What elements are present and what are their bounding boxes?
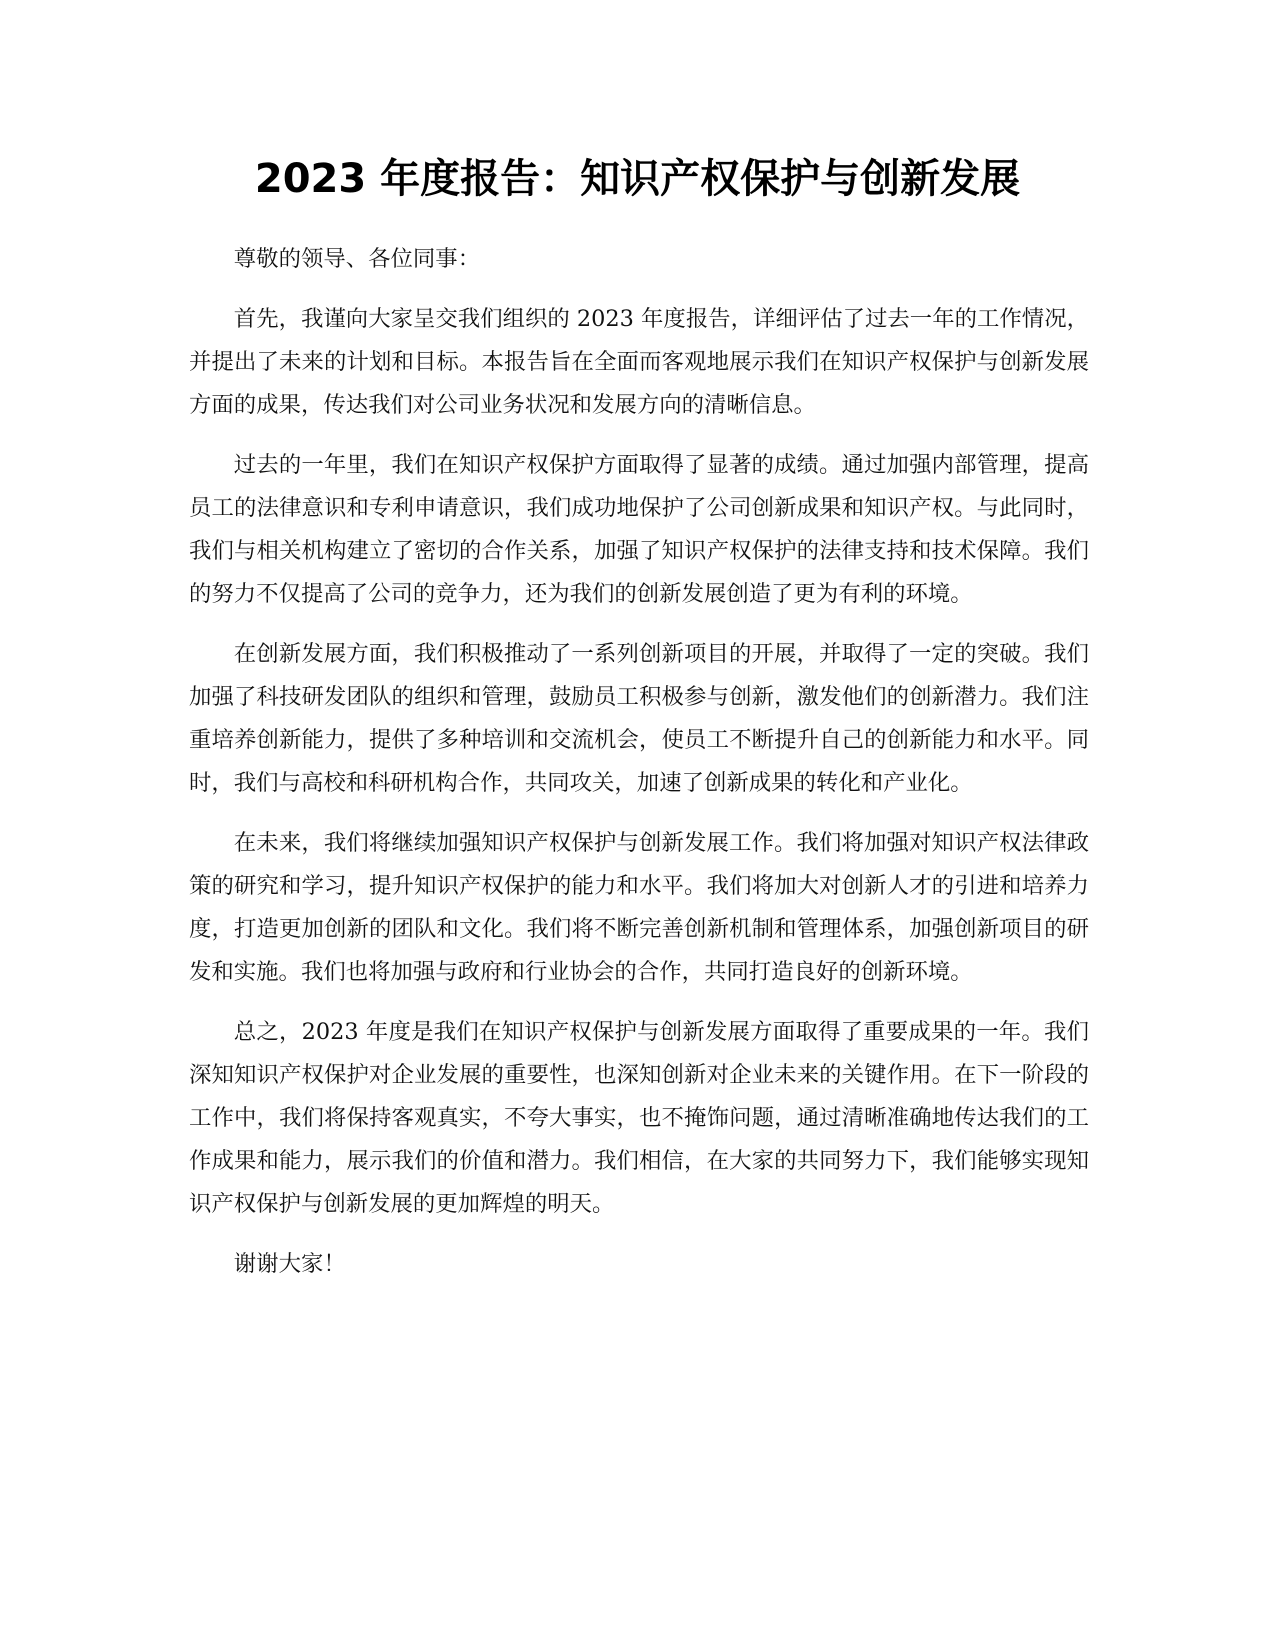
ip-protection-paragraph: 过去的一年里，我们在知识产权保护方面取得了显著的成绩。通过加强内部管理，提高员工的法律意识和专利申请意识，我们成功地保护了公司创新成果和知识产权。与此同时，我们与相关机构建立了密切的合作关系，加强了知识产权保护的法律支持和技术保障。我们的努力不仅提高了公司的竞争力，还为我们的创新发展创造了更为有利的环境。 — [189, 452, 1089, 607]
summary-paragraph: 总之，2023 年度是我们在知识产权保护与创新发展方面取得了重要成果的一年。我们深知知识产权保护对企业发展的重要性，也深知创新对企业未来的关键作用。在下一阶段的工作中，我们将保持客观真实，不夸大事实，也不掩饰问题，通过清晰准确地传达我们的工作成果和能力，展示我们的价值和潜力。我们相信，在大家的共同努力下，我们能够实现知识产权保护与创新发展的更加辉煌的明天。 — [189, 1019, 1089, 1217]
closing-paragraph: 谢谢大家！ — [233, 1251, 346, 1277]
future-plans-paragraph: 在未来，我们将继续加强知识产权保护与创新发展工作。我们将加强对知识产权法律政策的研究和学习，提升知识产权保护的能力和水平。我们将加大对创新人才的引进和培养力度，打造更加创新的团队和文化。我们将不断完善创新机制和管理体系，加强创新项目的研发和实施。我们也将加强与政府和行业协会的合作，共同打造良好的创新环境。 — [189, 830, 1089, 985]
document-body — [189, 238, 1089, 1303]
intro-paragraph: 首先，我谨向大家呈交我们组织的 2023 年度报告，详细评估了过去一年的工作情况，并提出了未来的计划和目标。本报告旨在全面而客观地展示我们在知识产权保护与创新发展方面的成果，传达我们对公司业务状况和发展方向的清晰信息。 — [189, 306, 1089, 418]
innovation-paragraph: 在创新发展方面，我们积极推动了一系列创新项目的开展，并取得了一定的突破。我们加强了科技研发团队的组织和管理，鼓励员工积极参与创新，激发他们的创新潜力。我们注重培养创新能力，提供了多种培训和交流机会，使员工不断提升自己的创新能力和水平。同时，我们与高校和科研机构合作，共同攻关，加速了创新成果的转化和产业化。 — [189, 641, 1089, 796]
document-title: 2023 年度报告：知识产权保护与创新发展 — [254, 156, 1021, 202]
salutation-paragraph: 尊敬的领导、各位同事： — [233, 246, 481, 272]
